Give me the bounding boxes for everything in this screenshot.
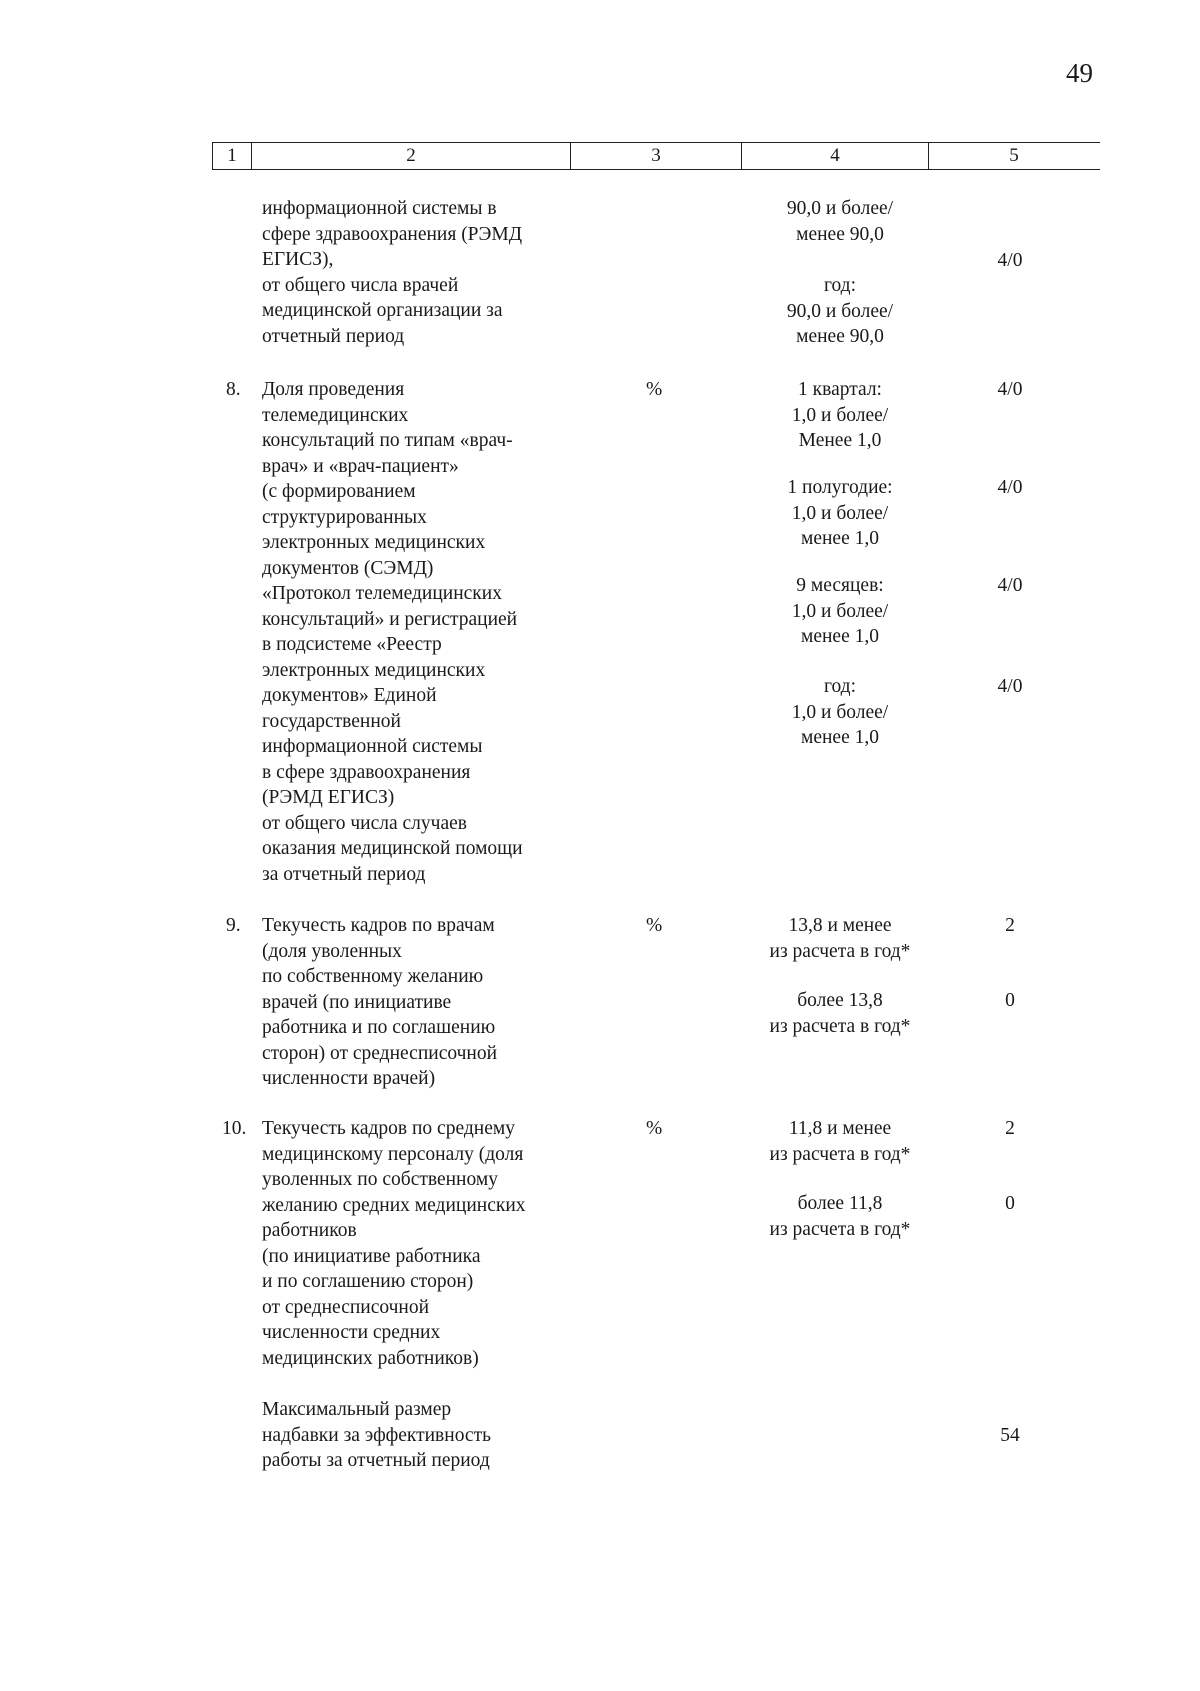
row-number: 10. [222,1118,247,1139]
text-line: работников [262,1220,357,1241]
text-line: за отчетный период [262,863,426,885]
criterion [735,377,945,454]
header-cell: 1 [212,143,251,169]
text-line: телемедицинских [262,404,409,426]
text-line: информационной системы в [262,198,497,219]
criterion-line: 90,0 и более/ [786,198,894,219]
text-line: сфере здравоохранения (РЭМД [262,223,523,245]
text-line: консультаций по типам «врач- [262,430,513,451]
text-line: надбавки за эффективность [262,1424,492,1446]
criterion-line: год: [823,275,857,296]
row9-description [262,913,566,1092]
text-line: в сфере здравоохранения [262,761,471,783]
text-line: (доля уволенных [262,940,402,962]
text-line: работы за отчетный период [262,1450,490,1471]
criterion-line: из расчета в год* [769,1143,911,1165]
text-line: «Протокол телемедицинских [262,583,502,604]
text-line: Доля проведения [262,379,405,400]
text-line: консультаций» и регистрацией [262,608,518,630]
text-line: от общего числа врачей [262,274,459,296]
table-header [212,142,1100,170]
text-line: ЕГИСЗ), [262,249,334,270]
unit: % [646,1118,663,1139]
text-line: (с формированием [262,481,416,502]
criterion-line: менее 1,0 [801,626,879,647]
criterion-line: 1 квартал: [798,379,882,400]
criterion-line: 11,8 и менее [788,1118,892,1139]
unit: % [646,379,663,400]
criterion-line: из расчета в год* [769,1015,911,1037]
criterion [735,475,945,552]
criterion-line: менее 90,0 [796,223,884,245]
criterion-line: из расчета в год* [769,940,911,962]
row-number: 8. [226,379,241,400]
criterion-line: 90,0 и более/ [786,300,894,322]
text-line: (по инициативе работника [262,1245,481,1267]
text-line: по собственному желанию [262,966,484,987]
criterion-line: 13,8 и менее [788,915,892,936]
row8-description [262,377,566,887]
text-line: врач» и «врач-пациент» [262,455,459,477]
criterion [735,273,945,350]
score: 4/0 [997,477,1023,498]
text-line: документов (СЭМД) [262,557,434,579]
text-line: (РЭМД ЕГИСЗ) [262,787,395,808]
text-line: структурированных [262,506,427,528]
header-cell: 5 [928,143,1099,169]
text-line: Текучесть кадров по врачам [262,915,495,936]
criterion-line: менее 1,0 [801,528,879,549]
criterion-line: менее 90,0 [796,326,884,347]
text-line: информационной системы [262,736,483,757]
score: 2 [1005,1118,1015,1139]
score: 2 [1005,915,1015,936]
row10-description [262,1116,566,1371]
text-line: электронных медицинских [262,659,486,681]
row-number: 9. [226,915,241,936]
text-line: медицинской организации за [262,300,503,321]
text-line: оказания медицинской помощи [262,838,523,859]
unit: % [646,915,663,936]
text-line: отчетный период [262,325,405,347]
criterion-line: из расчета в год* [769,1218,911,1240]
criterion-line: 9 месяцев: [796,575,884,596]
text-line: от общего числа случаев [262,812,467,834]
criterion [735,1191,945,1242]
header-cell: 3 [570,143,741,169]
criterion-line: более 13,8 [797,990,883,1011]
text-line: Максимальный размер [262,1399,452,1420]
text-line: государственной [262,710,401,732]
page-number: 49 [1066,58,1093,88]
criterion [735,196,945,247]
criterion-line: 1,0 и более/ [791,502,889,524]
score: 4/0 [997,250,1023,271]
score: 0 [1005,1193,1015,1214]
criterion-line: 1,0 и более/ [791,600,889,622]
text-line: желанию средних медицинских [262,1194,526,1216]
text-line: в подсистеме «Реестр [262,634,442,655]
score: 4/0 [997,676,1023,697]
header-cell: 2 [251,143,570,169]
criterion [735,573,945,650]
text-line: сторон) от среднесписочной [262,1042,498,1064]
criterion [735,674,945,751]
text-line: медицинских работников) [262,1347,479,1369]
text-line: численности врачей) [262,1068,436,1089]
text-line: уволенных по собственному [262,1169,498,1190]
text-line: работника и по соглашению [262,1017,496,1038]
header-cell: 4 [741,143,928,169]
score: 4/0 [997,379,1023,400]
text-line: Текучесть кадров по среднему [262,1118,515,1139]
text-line: врачей (по инициативе [262,991,452,1013]
text-line: документов» Единой [262,685,437,706]
text-line: от среднесписочной [262,1296,430,1318]
total-description [262,1397,566,1474]
criterion [735,913,945,964]
continuation-description [262,196,566,349]
criterion-line: 1,0 и более/ [791,701,889,723]
criterion-line: менее 1,0 [801,727,879,748]
text-line: и по соглашению сторон) [262,1271,474,1292]
criterion-line: год: [823,676,857,697]
score: 0 [1005,990,1015,1011]
criterion [735,988,945,1039]
text-line: медицинскому персоналу (доля [262,1143,524,1165]
criterion [735,1116,945,1167]
criterion-line: Менее 1,0 [798,430,882,451]
score: 4/0 [997,575,1023,596]
criterion-line: более 11,8 [797,1193,883,1214]
criterion-line: 1,0 и более/ [791,404,889,426]
text-line: электронных медицинских [262,532,486,553]
text-line: численности средних [262,1322,441,1343]
criterion-line: 1 полугодие: [787,477,893,498]
total-score: 54 [1000,1425,1020,1446]
